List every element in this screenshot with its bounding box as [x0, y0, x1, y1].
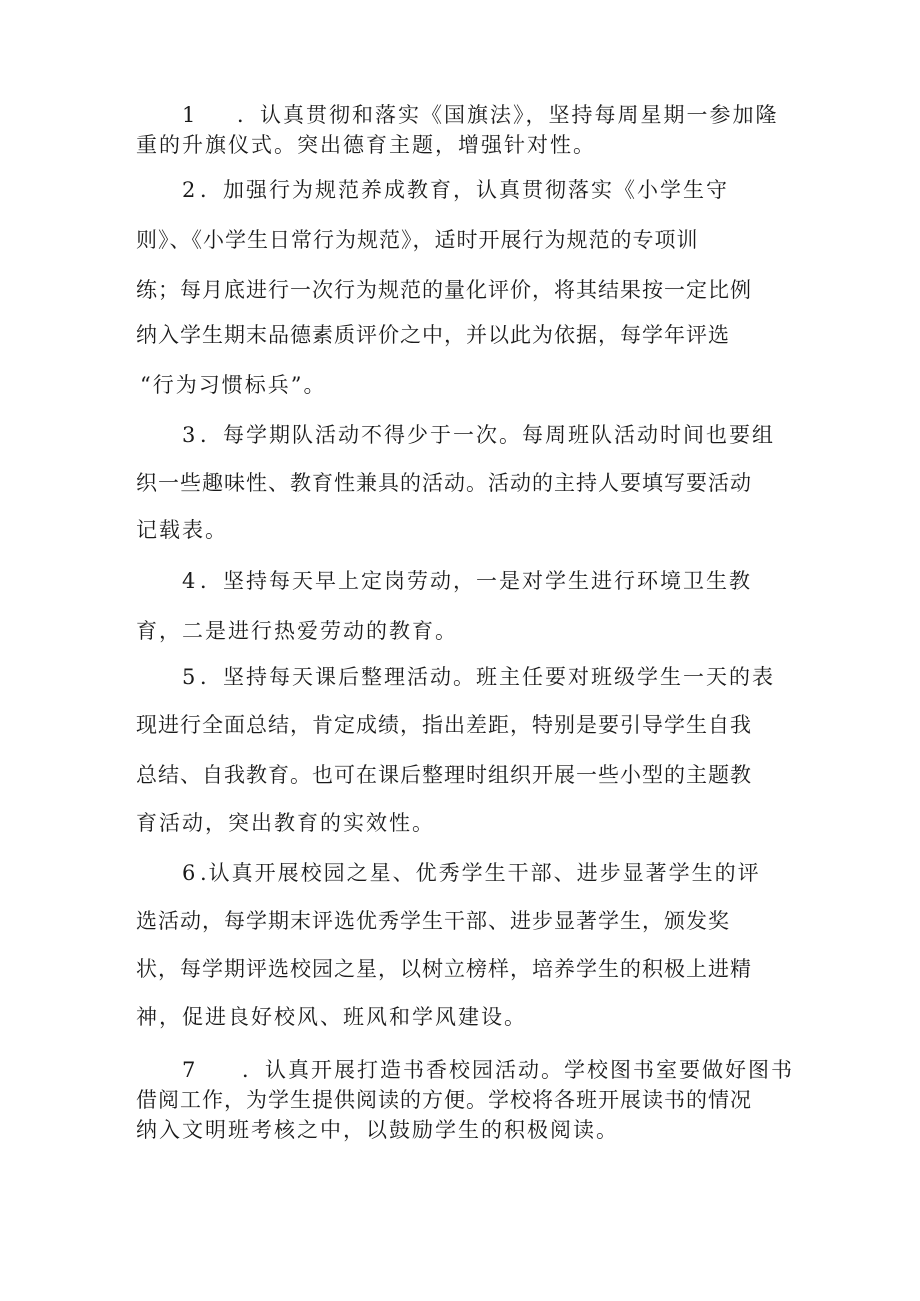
item-3-line-2: 织一些趣味性、教育性兼具的活动。活动的主持人要填写要活动 [136, 471, 752, 495]
item-3-number: 3 [182, 423, 198, 447]
item-5-line-4: 育活动，突出教育的实效性。 [136, 811, 435, 835]
item-2-number: 2 [182, 178, 198, 202]
item-6-line-2: 选活动，每学期末评选优秀学生干部、进步显著学生，颁发奖 [136, 909, 730, 933]
item-1-number: 1 [182, 103, 198, 127]
item-4-line-1: 4 ．坚持每天早上定岗劳动，一是对学生进行环境卫生教 [182, 566, 752, 596]
item-7-number: 7 [182, 1058, 198, 1082]
item-5-line-3: 总结、自我教育。也可在课后整理时组织开展一些小型的主题教 [136, 763, 752, 787]
item-7-line-3: 纳入文明班考核之中，以鼓励学生的积极阅读。 [136, 1118, 619, 1142]
item-6-line-3: 状，每学期评选校园之星，以树立榜样，培养学生的积极上进精 [136, 957, 752, 981]
item-6-line-4: 神，促进良好校风、班风和学风建设。 [136, 1005, 527, 1029]
item-4-number: 4 [182, 569, 198, 593]
item-3-line-1: 3 ．每学期队活动不得少于一次。每周班队活动时间也要组 [182, 420, 775, 450]
item-6-number: 6 [182, 861, 198, 885]
item-2-line-1: 2 ．加强行为规范养成教育，认真贯彻落实《小学生守 [182, 175, 729, 205]
item-5-number: 5 [182, 665, 198, 689]
item-2-line-3: 练；每月底进行一次行为规范的量化评价，将其结果按一定比例 [136, 278, 752, 302]
item-2-line-4: 纳入学生期末品德素质评价之中，并以此为依据，每学年评选 [136, 323, 730, 347]
item-6-line-1: 6 .认真开展校园之星、优秀学生干部、进步显著学生的评 [182, 858, 761, 888]
item-2-line-5: “行为习惯标兵”。 [140, 373, 327, 397]
item-7-line-1: 7 ．认真开展打造书香校园活动。学校图书室要做好图书 [182, 1055, 794, 1085]
item-2-line-2: 则》、《小学生日常行为规范》，适时开展行为规范的专项训 [136, 228, 699, 252]
item-1-line-2: 重的升旗仪式。突出德育主题，增强针对性。 [136, 133, 596, 157]
item-5-line-2: 现进行全面总结，肯定成绩，指出差距，特别是要引导学生自我 [136, 713, 752, 737]
item-7-line-2: 借阅工作，为学生提供阅读的方便。学校将各班开展读书的情况 [136, 1088, 752, 1112]
item-3-line-3: 记载表。 [136, 518, 228, 542]
item-1-line-1: 1 ．认真贯彻和落实《国旗法》，坚持每周星期一参加隆 [182, 100, 779, 130]
item-5-line-1: 5 ．坚持每天课后整理活动。班主任要对班级学生一天的表 [182, 662, 775, 692]
item-4-line-2: 育，二是进行热爱劳动的教育。 [136, 619, 458, 643]
